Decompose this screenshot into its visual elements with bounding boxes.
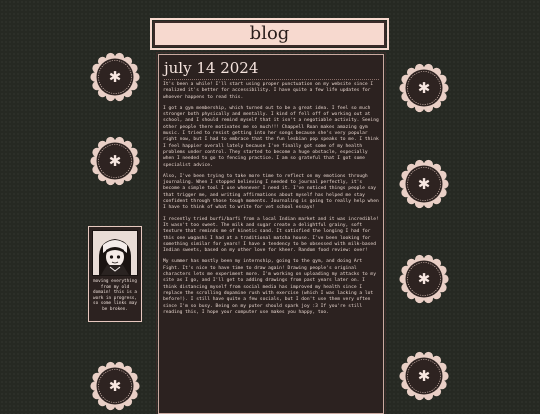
scalloped-flower-icon	[398, 158, 450, 210]
sidebar-card	[88, 226, 142, 322]
svg-text:✱: ✱	[108, 152, 122, 170]
character-portrait-icon	[92, 230, 138, 276]
scalloped-flower-icon	[89, 360, 141, 412]
post-paragraph: Also, I've been trying to take more time to reflect on my emotions through journaling. When I stopped believing I needed to journal perfectly, it's become a simple tool I use whenever I need it. I've noticed things people say that trigger me, and writing affirmations about myself has helped me stay confident through those tough moments. Journaling is going to really help when I have to think of what to write for vet school essays!	[163, 173, 379, 211]
sidebar-note: moving everything from my old domain! this is a work in progress, so some links may be broken.	[93, 279, 137, 312]
scalloped-flower-icon	[398, 350, 450, 402]
post-title: july 14 2024	[164, 59, 379, 80]
post-paragraph: My summer has mostly been my internship, going to the gym, and doing Art Fight. It's nice to have time to draw again! Drawing people's original characters lets me experiment more. I'm working on uploading my attacks to my site as I go, and I'll get to adding drawings from past years later on. I think distancing myself from social media has improved my health since I replace the scrolling dopamine rush with exercise (which I was lacking a lot before!). I still have quite a few socials, but I don't use them very often since I'm so busy. Being on my puter should spark joy :3 If you're still reading this, I hope your computer use makes you happy, too.	[163, 259, 376, 315]
post-paragraph: I got a gym membership, which turned out to be a great idea. I feel so much stronger both physically and mentally. I kind of fell off of working out at school, and I should remind myself that it isn't a negotiable activity. Seeing other people there motivates me so much!!! Chappell Roan makes amazing gym music. I tried to resist getting into her songs because she's very popular right now, but I had to embrace that the fun lesbian pop speaks to me. I think I feel happier overall lately because I've finally got some of my health problems under control. They started to become a huge obstacle, especially when I needed to go to fencing practice. I am so grateful that I got some specialist advice.	[163, 105, 379, 168]
svg-text:✱: ✱	[417, 270, 431, 288]
page-header	[153, 21, 386, 47]
blog-post-panel[interactable]	[158, 54, 384, 414]
scalloped-flower-icon	[89, 135, 141, 187]
scalloped-flower-icon	[398, 253, 450, 305]
page-title: blog	[249, 23, 290, 44]
scalloped-flower-icon	[398, 62, 450, 114]
svg-text:✱: ✱	[417, 79, 431, 97]
svg-text:✱: ✱	[417, 175, 431, 193]
post-body	[163, 82, 379, 316]
post-paragraph: It's been a while! I'll start using proper punctuation on my website since I realized it's better for accessibility. I have quite a few life updates for whoever happens to read this.	[163, 82, 374, 100]
scalloped-flower-icon	[89, 51, 141, 103]
svg-text:✱: ✱	[108, 68, 122, 86]
svg-text:✱: ✱	[417, 367, 431, 385]
post-paragraph: I recently tried burfi/barfi from a local Indian market and it was incredible! It wasn't too sweet. The milk and sugar create a delightful grainy, soft texture that reminds me of kinetic sand. It satisfied the longing I had for this one wagashi I had at a traditional matcha house. I've been looking for something similar for years! I have a tendency to be obsessed with milk-based Indian sweets, based on my other love for kheer. Random food review: over!	[163, 216, 379, 254]
svg-text:✱: ✱	[108, 377, 122, 395]
